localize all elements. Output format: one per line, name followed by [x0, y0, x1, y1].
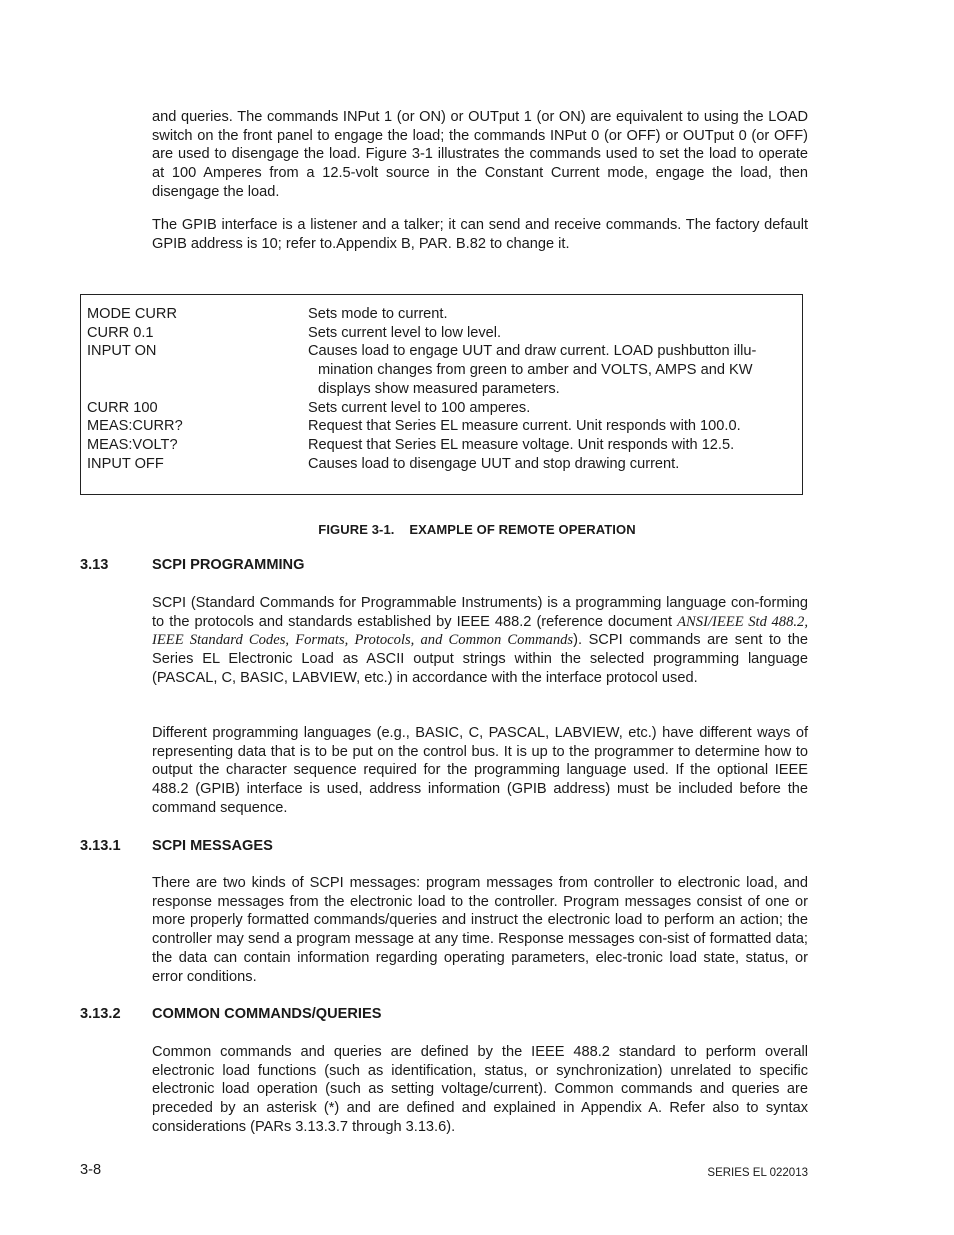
command: INPUT OFF — [87, 455, 164, 472]
command-description: Sets mode to current. — [308, 306, 448, 322]
figure-caption: FIGURE 3-1. EXAMPLE OF REMOTE OPERATION — [318, 522, 636, 537]
command-description: Request that Series EL measure current. Unit responds with 100.0. — [308, 418, 741, 435]
command-description: Causes load to disengage UUT and stop drawing current. — [308, 455, 680, 472]
description-line: Causes load to engage UUT and draw current. LOAD pushbutton illu- — [308, 343, 757, 360]
section-title: SCPI PROGRAMMING — [152, 557, 305, 573]
command: CURR 100 — [87, 399, 158, 416]
section-title: COMMON COMMANDS/QUERIES — [152, 1006, 382, 1022]
command-description: Sets current level to 100 amperes. — [308, 399, 531, 416]
scpi-programming-paragraph-2: Different programming languages (e.g., BASIC, C, PASCAL, LABVIEW, etc.) have different ways of representing data that is to be put on the control bus. It is up to the programmer to determine how to output the character sequence required for the programming language used. If the optional IEEE 488.2 (GPIB) interface is used, address information (GPIB address) must be included before the command sequence. — [152, 725, 808, 816]
page-number: 3-8 — [80, 1162, 102, 1178]
command-description: Request that Series EL measure voltage. Unit responds with 12.5. — [308, 436, 735, 453]
command: MODE CURR — [87, 306, 177, 322]
scpi-messages-paragraph: There are two kinds of SCPI messages: program messages from controller to electronic load, and response messages from the electronic load to the controller. Program messages consist of one or more properly formatted commands/queries and instruct the electronic load to perform an action; the controller may send a program message at any time. Response messages con-sist of formatted data; the data can contain information regarding operating parameters, elec-tronic load state, status, or error conditions. — [152, 875, 808, 985]
command: MEAS:CURR? — [87, 418, 183, 435]
intro-paragraph-2: The GPIB interface is a listener and a talker; it can send and receive commands. The factory default GPIB address is 10; refer to.Appendix B, PAR. B.82 to change it. — [152, 217, 808, 252]
document-reference: ANSI/IEEE Std 488.2, IEEE Standard Codes, Formats, Protocols, and Common Commands — [152, 613, 808, 649]
command: CURR 0.1 — [87, 324, 154, 341]
section-number: 3.13.1 — [80, 838, 121, 854]
document-id: SERIES EL 022013 — [707, 1167, 808, 1179]
intro-paragraph-1: and queries. The commands INPut 1 (or ON) or OUTput 1 (or ON) are equivalent to using the LOAD switch on the front panel to engage the load; the commands INPut 0 (or OFF) or OUTput 0 (or OFF) are used to disengage the load. Figure 3-1 illustrates the commands used to set the load to operate at 100 Amperes from a 12.5-volt source in the Constant Current mode, engage the load, then disengage the load. — [152, 109, 808, 200]
common-commands-paragraph: Common commands and queries are defined by the IEEE 488.2 standard to perform overall electronic load functions (such as identification, status, or synchronization) unrelated to specific electronic load operation (such as setting voltage/current). Common commands and queries are preceded by an asterisk (*) and are defined and explained in Appendix A. Refer also to syntax considerations (PARs 3.13.3.7 through 3.13.6). — [152, 1044, 808, 1135]
text-run: ). SCPI commands are sent to the Series EL Electronic Load as ASCII output strings within the selected programming language (PASCAL, C, BASIC, LABVIEW, etc.) in accordance with the interface protocol used. — [152, 632, 808, 686]
command: INPUT ON — [87, 343, 157, 360]
section-title: SCPI MESSAGES — [152, 838, 273, 854]
figure-3-1-box — [80, 294, 803, 495]
command-description — [308, 342, 791, 398]
command: MEAS:VOLT? — [87, 436, 178, 453]
scpi-programming-paragraph-1 — [152, 594, 808, 688]
section-number: 3.13.2 — [80, 1006, 121, 1022]
text-run: SCPI (Standard Commands for Programmable Instruments) is a programming language con-forming to the protocols and standards established by IEEE 488.2 (reference document — [152, 595, 808, 630]
description-line: mination changes from green to amber and VOLTS, AMPS and KW — [318, 362, 753, 379]
section-number: 3.13 — [80, 557, 109, 573]
description-line: displays show measured parameters. — [318, 380, 560, 397]
command-description: Sets current level to low level. — [308, 324, 502, 341]
